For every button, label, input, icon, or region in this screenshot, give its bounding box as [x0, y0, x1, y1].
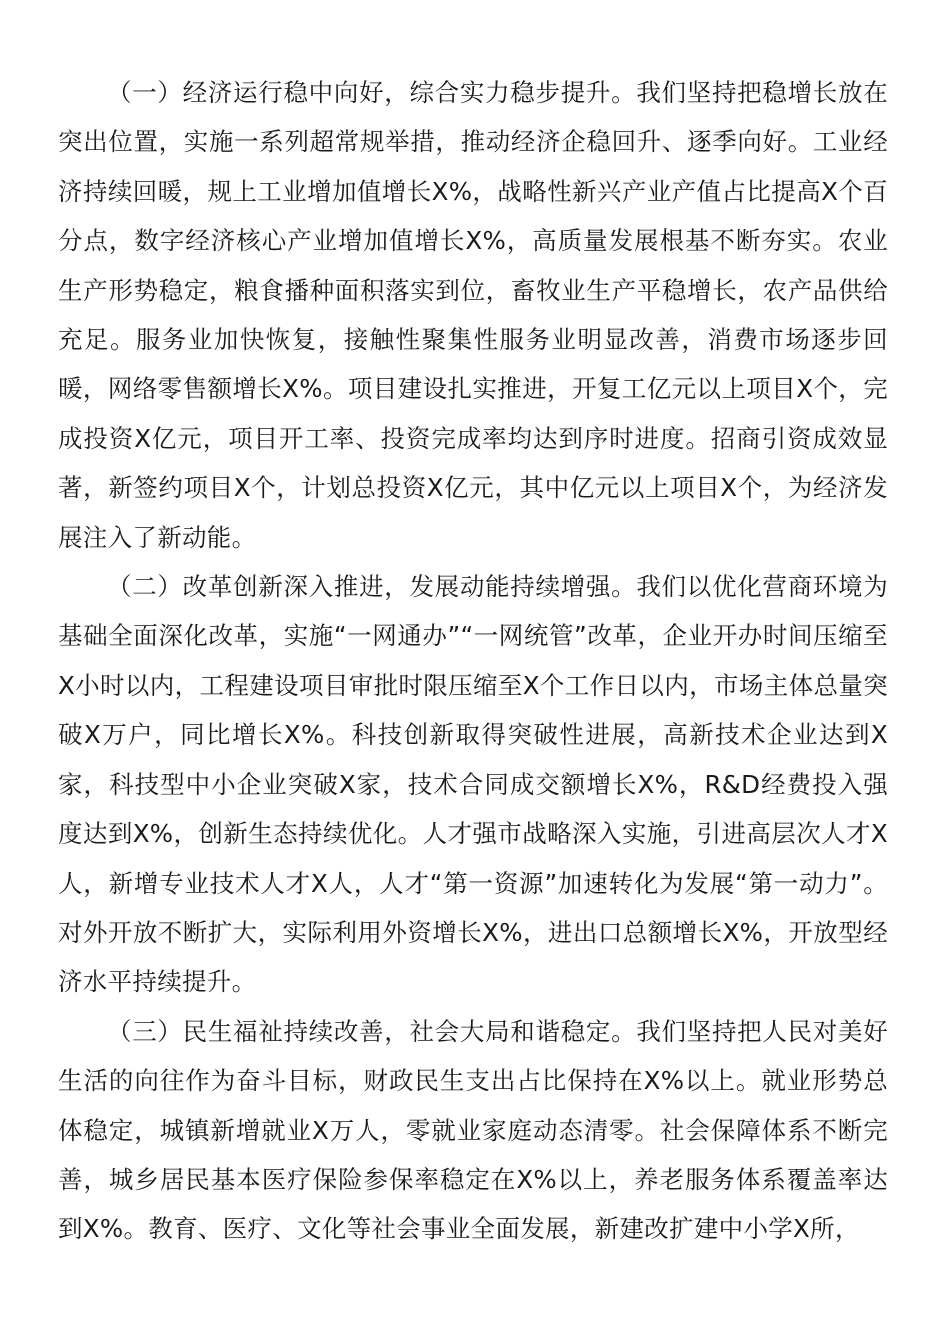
paragraph-reform-innovation: （二）改革创新深入推进，发展动能持续增强。我们以优化营商环境为基础全面深化改革，实施“一网通办”“一网统管”改革，企业开办时间压缩至X小时以内，工程建设项目审批时限压缩至X个工作日以内，市场主体总量突破X万户，同比增长X%。科技创新取得突破性进展，高新技术企业达到X家，科技型中小企业突破X家，技术合同成交额增长X%，R&D经费投入强度达到X%，创新生态持续优化。人才强市战略深入实施，引进高层次人才X人，新增专业技术人才X人，人才“第一资源”加速转化为发展“第一动力”。对外开放不断扩大，实际利用外资增长X%，进出口总额增长X%，开放型经济水平持续提升。: [58, 572, 888, 997]
document-body: [58, 68, 888, 1254]
paragraph-livelihood: （三）民生福祉持续改善，社会大局和谐稳定。我们坚持把人民对美好生活的向往作为奋斗目标，财政民生支出占比保持在X%以上。就业形势总体稳定，城镇新增就业X万人，零就业家庭动态清零。社会保障体系不断完善，城乡居民基本医疗保险参保率稳定在X%以上，养老服务体系覆盖率达到X%。教育、医疗、文化等社会事业全面发展，新建改扩建中小学X所，: [58, 1016, 888, 1244]
paragraph-economy: （一）经济运行稳中向好，综合实力稳步提升。我们坚持把稳增长放在突出位置，实施一系列超常规举措，推动经济企稳回升、逐季向好。工业经济持续回暖，规上工业增加值增长X%，战略性新兴产业产值占比提高X个百分点，数字经济核心产业增加值增长X%，高质量发展根基不断夯实。农业生产形势稳定，粮食播种面积落实到位，畜牧业生产平稳增长，农产品供给充足。服务业加快恢复，接触性聚集性服务业明显改善，消费市场逐步回暖，网络零售额增长X%。项目建设扎实推进，开复工亿元以上项目X个，完成投资X亿元，项目开工率、投资完成率均达到序时进度。招商引资成效显著，新签约项目X个，计划总投资X亿元，其中亿元以上项目X个，为经济发展注入了新动能。: [58, 78, 888, 552]
